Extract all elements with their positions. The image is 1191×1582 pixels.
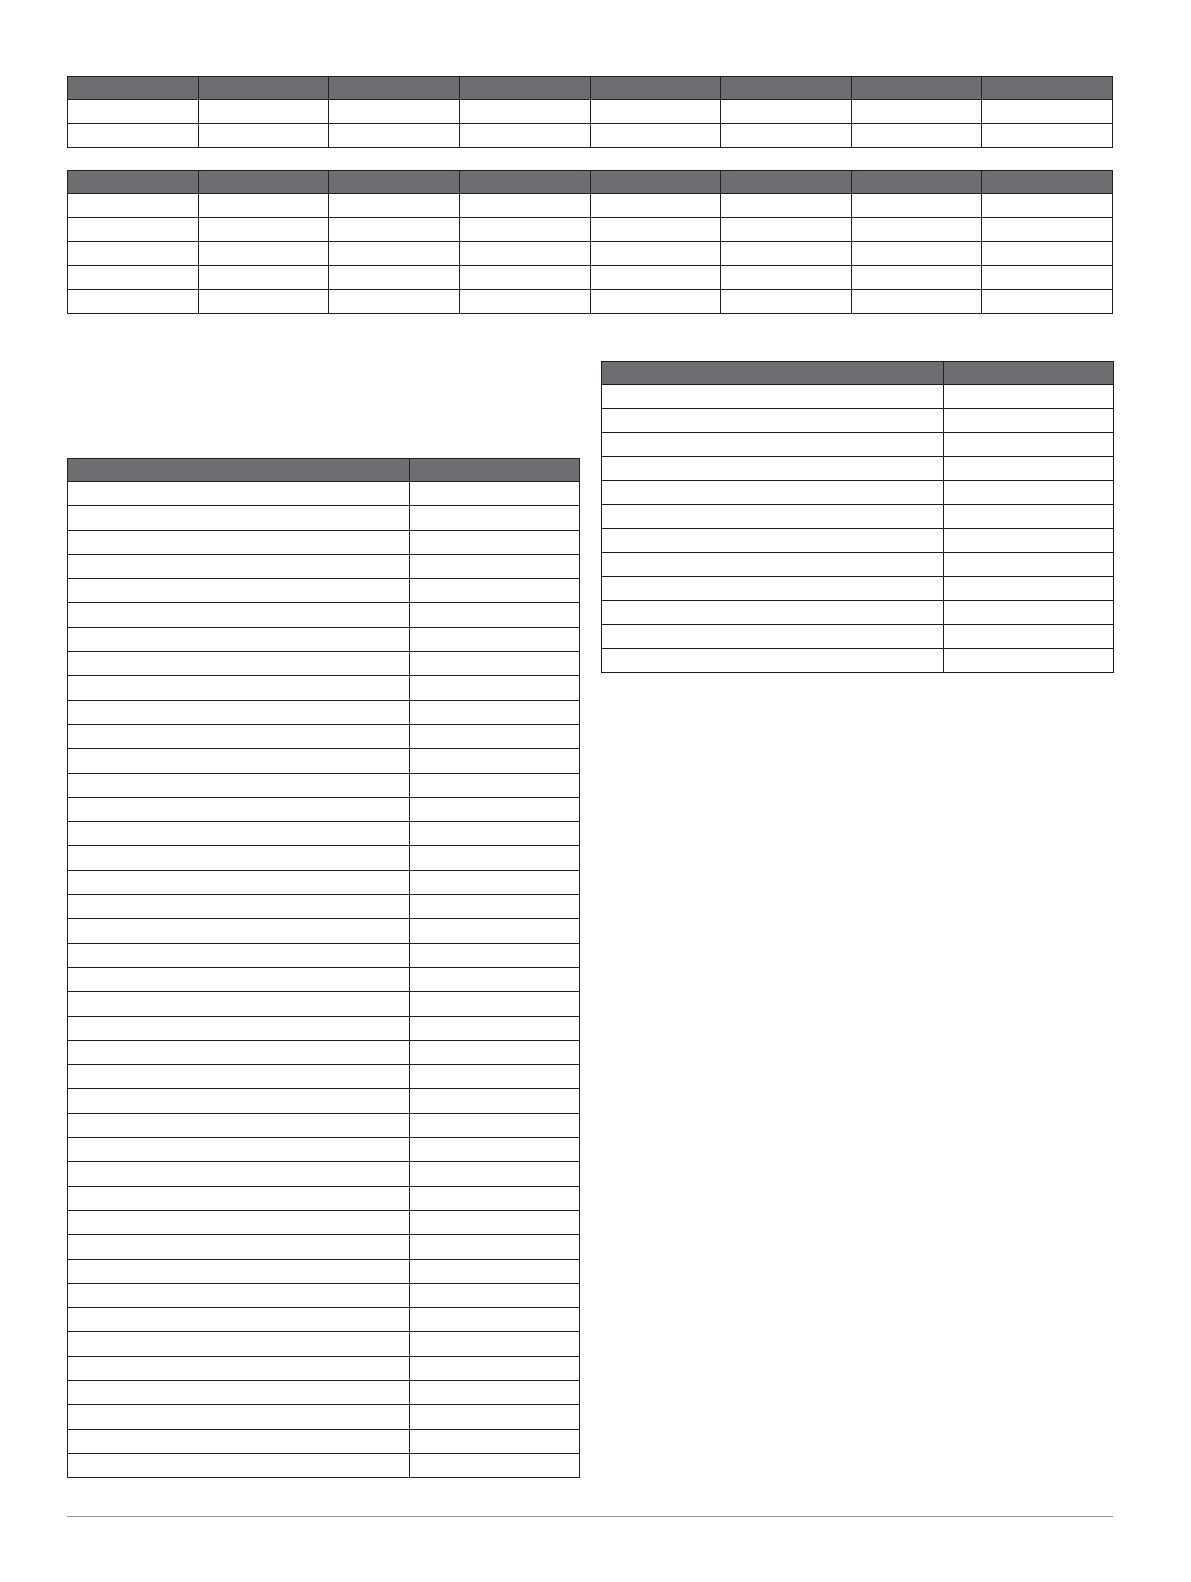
table-row bbox=[68, 242, 1113, 266]
header-cell bbox=[198, 171, 329, 194]
table-cell bbox=[459, 100, 590, 124]
table-cell bbox=[602, 433, 944, 457]
table-cell bbox=[410, 603, 580, 627]
table-cell bbox=[329, 100, 460, 124]
table-cell bbox=[602, 577, 944, 601]
table-cell bbox=[982, 100, 1113, 124]
table-row bbox=[68, 1162, 580, 1186]
table-cell bbox=[410, 797, 580, 821]
table-cell bbox=[68, 797, 410, 821]
table-row bbox=[68, 124, 1113, 148]
table-row bbox=[68, 724, 580, 748]
table-a-header-row bbox=[68, 77, 1113, 100]
table-cell bbox=[329, 290, 460, 314]
table-row bbox=[602, 625, 1114, 649]
table-cell bbox=[410, 1089, 580, 1113]
table-cell bbox=[329, 194, 460, 218]
table-cell bbox=[410, 773, 580, 797]
table-cell bbox=[68, 700, 410, 724]
table-cell bbox=[721, 290, 852, 314]
table-row bbox=[68, 895, 580, 919]
table-cell bbox=[410, 724, 580, 748]
table-cell bbox=[410, 1308, 580, 1332]
table-row bbox=[68, 773, 580, 797]
table-cell bbox=[68, 846, 410, 870]
table-cell bbox=[68, 530, 410, 554]
table-cell bbox=[410, 1065, 580, 1089]
table-cell bbox=[410, 870, 580, 894]
table-row bbox=[68, 506, 580, 530]
table-row bbox=[68, 919, 580, 943]
table-cell bbox=[944, 385, 1114, 409]
table-cell bbox=[68, 1040, 410, 1064]
table-b bbox=[67, 170, 1113, 314]
table-cell bbox=[851, 194, 982, 218]
table-cell bbox=[68, 124, 199, 148]
table-cell bbox=[944, 601, 1114, 625]
table-row bbox=[68, 1380, 580, 1404]
table-cell bbox=[944, 457, 1114, 481]
table-cell bbox=[410, 1162, 580, 1186]
table-row bbox=[68, 1356, 580, 1380]
table-row bbox=[68, 1259, 580, 1283]
table-cell bbox=[410, 1356, 580, 1380]
table-c bbox=[67, 458, 580, 1478]
table-cell bbox=[851, 242, 982, 266]
table-cell bbox=[410, 676, 580, 700]
header-cell bbox=[459, 77, 590, 100]
table-cell bbox=[982, 242, 1113, 266]
table-cell bbox=[459, 242, 590, 266]
header-cell bbox=[410, 459, 580, 482]
table-cell bbox=[68, 652, 410, 676]
table-row bbox=[68, 846, 580, 870]
table-cell bbox=[602, 625, 944, 649]
table-cell bbox=[410, 895, 580, 919]
table-row bbox=[68, 100, 1113, 124]
table-cell bbox=[721, 124, 852, 148]
footer-rule bbox=[67, 1516, 1113, 1517]
table-cell bbox=[982, 266, 1113, 290]
table-cell bbox=[410, 554, 580, 578]
table-cell bbox=[68, 676, 410, 700]
table-cell bbox=[459, 124, 590, 148]
table-a-header bbox=[68, 77, 1113, 100]
table-row bbox=[68, 290, 1113, 314]
table-row bbox=[68, 870, 580, 894]
table-row bbox=[68, 992, 580, 1016]
table-cell bbox=[329, 124, 460, 148]
table-cell bbox=[982, 194, 1113, 218]
table-row bbox=[68, 943, 580, 967]
table-cell bbox=[410, 919, 580, 943]
table-cell bbox=[410, 1405, 580, 1429]
table-row bbox=[602, 649, 1114, 673]
table-d bbox=[601, 361, 1114, 673]
table-row bbox=[68, 482, 580, 506]
table-row bbox=[602, 409, 1114, 433]
table-cell bbox=[721, 218, 852, 242]
table-row bbox=[68, 700, 580, 724]
table-cell bbox=[68, 627, 410, 651]
table-row bbox=[68, 554, 580, 578]
table-cell bbox=[602, 601, 944, 625]
table-cell bbox=[721, 100, 852, 124]
table-cell bbox=[68, 1016, 410, 1040]
table-cell bbox=[851, 290, 982, 314]
table-d-header bbox=[602, 362, 1114, 385]
header-cell bbox=[590, 171, 721, 194]
table-cell bbox=[721, 266, 852, 290]
table-cell bbox=[68, 724, 410, 748]
table-d-header-row bbox=[602, 362, 1114, 385]
table-cell bbox=[602, 457, 944, 481]
header-cell bbox=[329, 77, 460, 100]
table-cell bbox=[68, 749, 410, 773]
table-cell bbox=[590, 100, 721, 124]
table-cell bbox=[68, 1308, 410, 1332]
table-cell bbox=[68, 1162, 410, 1186]
table-cell bbox=[68, 992, 410, 1016]
table-cell bbox=[944, 649, 1114, 673]
table-row bbox=[68, 603, 580, 627]
table-cell bbox=[198, 218, 329, 242]
table-cell bbox=[68, 870, 410, 894]
header-cell bbox=[602, 362, 944, 385]
table-row bbox=[68, 967, 580, 991]
table-cell bbox=[459, 218, 590, 242]
table-cell bbox=[410, 1380, 580, 1404]
table-cell bbox=[410, 482, 580, 506]
header-cell bbox=[982, 77, 1113, 100]
table-row bbox=[68, 627, 580, 651]
table-row bbox=[68, 749, 580, 773]
header-cell bbox=[851, 77, 982, 100]
table-cell bbox=[982, 290, 1113, 314]
table-row bbox=[602, 553, 1114, 577]
table-cell bbox=[851, 100, 982, 124]
table-cell bbox=[68, 919, 410, 943]
table-cell bbox=[602, 385, 944, 409]
header-cell bbox=[851, 171, 982, 194]
table-cell bbox=[68, 822, 410, 846]
table-cell bbox=[68, 1332, 410, 1356]
table-cell bbox=[68, 1356, 410, 1380]
header-cell bbox=[944, 362, 1114, 385]
table-c-body bbox=[68, 482, 580, 1478]
table-row bbox=[68, 1040, 580, 1064]
table-cell bbox=[944, 529, 1114, 553]
table-cell bbox=[68, 773, 410, 797]
table-row bbox=[602, 385, 1114, 409]
table-cell bbox=[602, 505, 944, 529]
table-row bbox=[68, 1210, 580, 1234]
table-cell bbox=[410, 822, 580, 846]
table-cell bbox=[68, 1235, 410, 1259]
table-cell bbox=[68, 1405, 410, 1429]
table-cell bbox=[410, 1113, 580, 1137]
table-cell bbox=[68, 1210, 410, 1234]
header-cell bbox=[721, 77, 852, 100]
table-cell bbox=[68, 242, 199, 266]
table-row bbox=[602, 601, 1114, 625]
table-cell bbox=[410, 967, 580, 991]
table-row bbox=[68, 1235, 580, 1259]
table-cell bbox=[602, 481, 944, 505]
table-cell bbox=[410, 627, 580, 651]
table-cell bbox=[590, 290, 721, 314]
table-cell bbox=[68, 266, 199, 290]
header-cell bbox=[459, 171, 590, 194]
table-cell bbox=[68, 506, 410, 530]
table-cell bbox=[68, 967, 410, 991]
table-row bbox=[68, 530, 580, 554]
table-cell bbox=[410, 992, 580, 1016]
table-cell bbox=[68, 1283, 410, 1307]
table-cell bbox=[410, 530, 580, 554]
table-cell bbox=[68, 100, 199, 124]
table-a bbox=[67, 76, 1113, 148]
table-row bbox=[68, 218, 1113, 242]
table-row bbox=[68, 652, 580, 676]
table-d-body bbox=[602, 385, 1114, 673]
table-row bbox=[68, 1186, 580, 1210]
table-cell bbox=[590, 266, 721, 290]
table-cell bbox=[68, 218, 199, 242]
table-row bbox=[602, 457, 1114, 481]
table-cell bbox=[459, 194, 590, 218]
table-cell bbox=[944, 409, 1114, 433]
table-row bbox=[68, 1089, 580, 1113]
table-cell bbox=[602, 529, 944, 553]
table-cell bbox=[68, 1453, 410, 1477]
table-cell bbox=[68, 194, 199, 218]
table-cell bbox=[982, 124, 1113, 148]
table-cell bbox=[68, 1089, 410, 1113]
table-row bbox=[68, 1429, 580, 1453]
table-c-header bbox=[68, 459, 580, 482]
header-cell bbox=[68, 77, 199, 100]
table-row bbox=[68, 1405, 580, 1429]
table-cell bbox=[68, 554, 410, 578]
table-row bbox=[68, 822, 580, 846]
header-cell bbox=[721, 171, 852, 194]
table-cell bbox=[68, 1113, 410, 1137]
header-cell bbox=[982, 171, 1113, 194]
table-cell bbox=[602, 553, 944, 577]
table-cell bbox=[410, 1016, 580, 1040]
table-cell bbox=[68, 1259, 410, 1283]
table-cell bbox=[602, 409, 944, 433]
table-cell bbox=[329, 266, 460, 290]
table-row bbox=[68, 1308, 580, 1332]
header-cell bbox=[68, 459, 410, 482]
table-cell bbox=[459, 266, 590, 290]
table-cell bbox=[410, 1332, 580, 1356]
table-cell bbox=[851, 266, 982, 290]
table-cell bbox=[68, 482, 410, 506]
table-row bbox=[68, 194, 1113, 218]
table-cell bbox=[410, 1283, 580, 1307]
table-cell bbox=[602, 649, 944, 673]
table-row bbox=[68, 797, 580, 821]
table-cell bbox=[198, 100, 329, 124]
table-cell bbox=[982, 218, 1113, 242]
table-row bbox=[68, 579, 580, 603]
table-cell bbox=[590, 194, 721, 218]
header-cell bbox=[329, 171, 460, 194]
table-cell bbox=[68, 579, 410, 603]
table-cell bbox=[68, 603, 410, 627]
table-b-body bbox=[68, 194, 1113, 314]
table-cell bbox=[851, 124, 982, 148]
table-a-body bbox=[68, 100, 1113, 148]
table-row bbox=[68, 676, 580, 700]
table-cell bbox=[459, 290, 590, 314]
table-row bbox=[602, 505, 1114, 529]
table-cell bbox=[410, 1235, 580, 1259]
table-cell bbox=[68, 1065, 410, 1089]
table-cell bbox=[944, 625, 1114, 649]
table-cell bbox=[590, 242, 721, 266]
table-row bbox=[68, 1065, 580, 1089]
table-cell bbox=[410, 1210, 580, 1234]
table-row bbox=[68, 1332, 580, 1356]
table-cell bbox=[68, 943, 410, 967]
table-b-header-row bbox=[68, 171, 1113, 194]
table-cell bbox=[410, 1259, 580, 1283]
table-cell bbox=[198, 290, 329, 314]
table-cell bbox=[410, 1040, 580, 1064]
table-cell bbox=[410, 1429, 580, 1453]
table-row bbox=[602, 481, 1114, 505]
table-cell bbox=[410, 1453, 580, 1477]
table-row bbox=[68, 1016, 580, 1040]
table-cell bbox=[68, 1429, 410, 1453]
table-row bbox=[602, 529, 1114, 553]
table-cell bbox=[410, 652, 580, 676]
table-cell bbox=[329, 242, 460, 266]
table-cell bbox=[198, 266, 329, 290]
table-cell bbox=[851, 218, 982, 242]
table-row bbox=[68, 1113, 580, 1137]
table-cell bbox=[944, 553, 1114, 577]
table-cell bbox=[68, 895, 410, 919]
table-cell bbox=[410, 579, 580, 603]
table-c-header-row bbox=[68, 459, 580, 482]
table-row bbox=[602, 433, 1114, 457]
header-cell bbox=[68, 171, 199, 194]
table-row bbox=[68, 266, 1113, 290]
table-cell bbox=[198, 242, 329, 266]
table-row bbox=[68, 1283, 580, 1307]
table-cell bbox=[590, 124, 721, 148]
table-cell bbox=[410, 943, 580, 967]
table-cell bbox=[68, 290, 199, 314]
table-cell bbox=[944, 481, 1114, 505]
table-cell bbox=[944, 433, 1114, 457]
table-cell bbox=[198, 194, 329, 218]
table-cell bbox=[410, 1186, 580, 1210]
table-cell bbox=[68, 1138, 410, 1162]
table-cell bbox=[944, 577, 1114, 601]
header-cell bbox=[198, 77, 329, 100]
table-cell bbox=[721, 242, 852, 266]
table-cell bbox=[721, 194, 852, 218]
table-cell bbox=[198, 124, 329, 148]
table-cell bbox=[410, 749, 580, 773]
table-cell bbox=[410, 506, 580, 530]
table-cell bbox=[329, 218, 460, 242]
table-cell bbox=[410, 700, 580, 724]
header-cell bbox=[590, 77, 721, 100]
table-cell bbox=[410, 1138, 580, 1162]
table-row bbox=[68, 1138, 580, 1162]
table-cell bbox=[68, 1186, 410, 1210]
table-cell bbox=[944, 505, 1114, 529]
table-row bbox=[68, 1453, 580, 1477]
table-row bbox=[602, 577, 1114, 601]
table-cell bbox=[68, 1380, 410, 1404]
table-cell bbox=[410, 846, 580, 870]
table-cell bbox=[590, 218, 721, 242]
table-b-header bbox=[68, 171, 1113, 194]
